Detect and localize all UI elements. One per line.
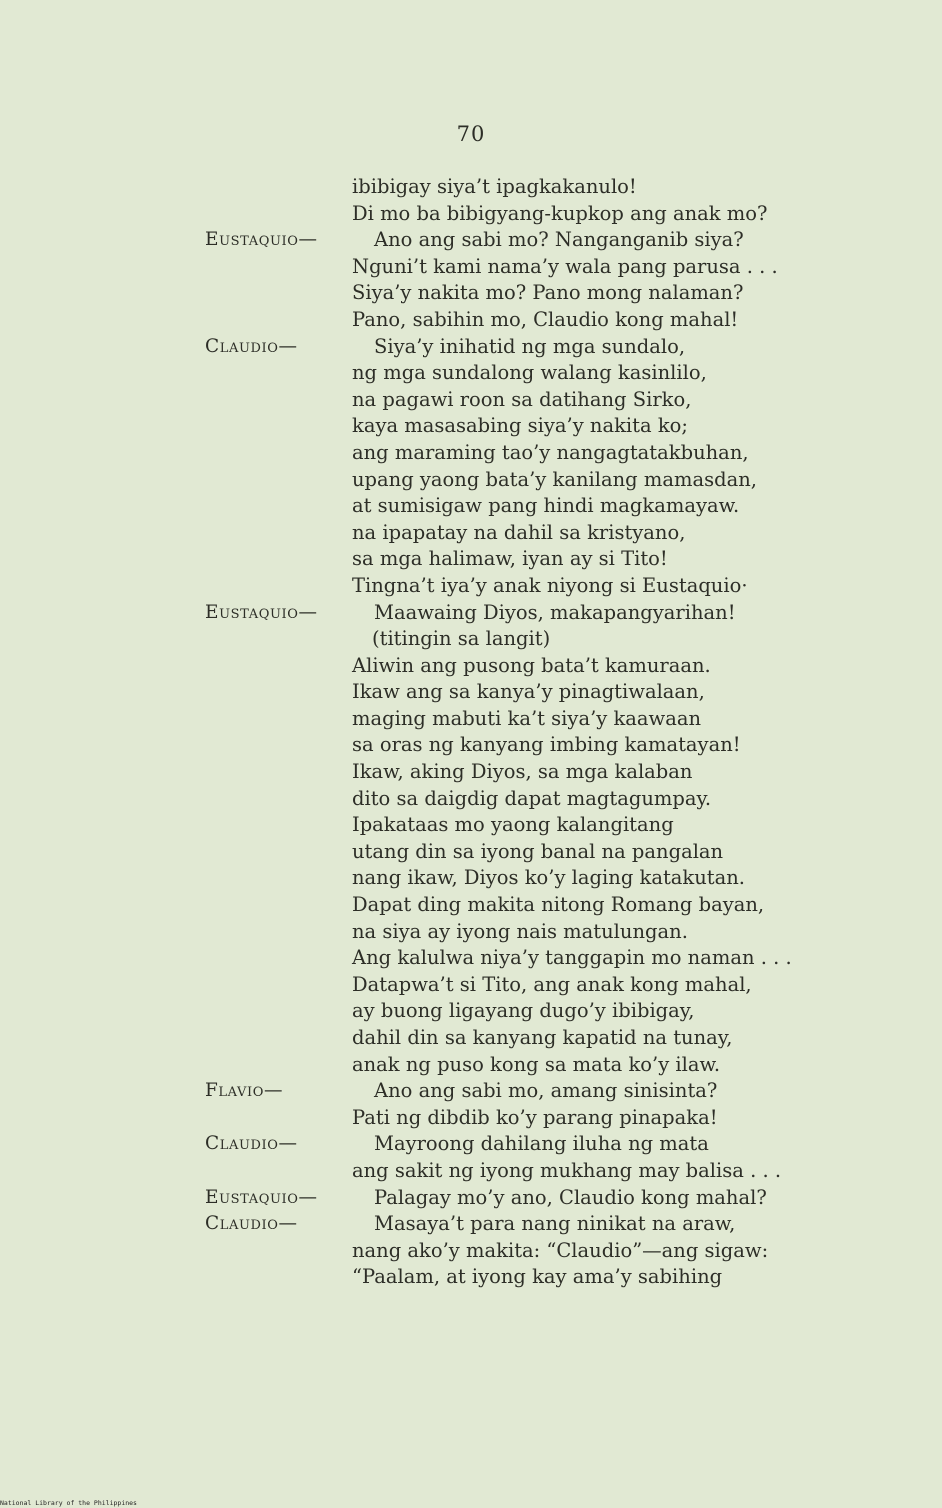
verse-line: [0, 520, 942, 547]
verse-line: [0, 865, 942, 892]
verse-line: [0, 440, 942, 467]
verse-text: Datapwa’t si Tito, ang anak kong mahal,: [352, 972, 752, 996]
verse-text: sa mga halimaw, iyan ay si Tito!: [352, 547, 668, 571]
speaker-name: Eustaquio—: [205, 1186, 318, 1208]
verse-line: [0, 546, 942, 573]
verse-text: na siya ay iyong nais matulungan.: [352, 919, 688, 943]
verse-line: [0, 1158, 942, 1185]
verse-text: dito sa daigdig dapat magtagumpay.: [352, 786, 712, 810]
verse-text: Ikaw, aking Diyos, sa mga kalaban: [352, 760, 693, 784]
verse-line: [0, 626, 942, 653]
verse-text: sa oras ng kanyang imbing kamatayan!: [352, 733, 741, 757]
verse-text: ibibigay siya’t ipagkakanulo!: [352, 175, 637, 198]
verse-line: [0, 1264, 942, 1291]
verse-line: [0, 254, 942, 281]
verse-line: [0, 413, 942, 440]
verse-text: Masaya’t para nang ninikat na araw,: [374, 1212, 736, 1236]
stage-direction: (titingin sa langit): [372, 627, 551, 651]
speaker-name: Flavio—: [205, 1080, 284, 1102]
verse-text: at sumisigaw pang hindi magkamayaw.: [352, 494, 740, 518]
verse-line: [0, 307, 942, 334]
verse-line: [0, 1238, 942, 1265]
verse-line: [0, 334, 942, 361]
verse-text: ay buong ligayang dugo’y ibibigay,: [352, 999, 695, 1023]
verse-text: na ipapatay na dahil sa kristyano,: [352, 520, 686, 544]
footer-watermark: National Library of the Philippines: [0, 1499, 137, 1507]
page-number: 70: [456, 122, 486, 146]
speaker-name: Claudio—: [205, 1213, 298, 1235]
verse-body: [0, 174, 942, 1291]
verse-text: Pano, sabihin mo, Claudio kong mahal!: [352, 307, 739, 331]
verse-text: Ipakataas mo yaong kalangitang: [352, 813, 674, 837]
verse-text: Di mo ba bibigyang-kupkop ang anak mo?: [352, 201, 768, 225]
speaker-name: Claudio—: [205, 335, 298, 357]
verse-text: Dapat ding makita nitong Romang bayan,: [352, 893, 765, 917]
verse-text: ang maraming tao’y nangagtatakbuhan,: [352, 440, 749, 464]
verse-line: [0, 919, 942, 946]
verse-line: [0, 679, 942, 706]
verse-line: [0, 812, 942, 839]
verse-line: [0, 998, 942, 1025]
verse-line: [0, 467, 942, 494]
verse-line: [0, 1185, 942, 1212]
verse-line: [0, 387, 942, 414]
speaker-name: Eustaquio—: [205, 229, 318, 251]
verse-line: [0, 732, 942, 759]
verse-line: [0, 201, 942, 228]
verse-text: na pagawi roon sa datihang Sirko,: [352, 387, 692, 411]
verse-text: Ano ang sabi mo, amang sinisinta?: [374, 1079, 718, 1103]
verse-text: Siya’y nakita mo? Pano mong nalaman?: [352, 281, 744, 305]
verse-line: [0, 573, 942, 600]
verse-text: ng mga sundalong walang kasinlilo,: [352, 361, 707, 385]
verse-text: anak ng puso kong sa mata ko’y ilaw.: [352, 1052, 721, 1076]
verse-line: [0, 493, 942, 520]
verse-text: Palagay mo’y ano, Claudio kong mahal?: [374, 1185, 767, 1209]
verse-text: Nguni’t kami nama’y wala pang parusa . . .: [352, 254, 778, 278]
verse-line: [0, 892, 942, 919]
verse-text: Ano ang sabi mo? Nanganganib siya?: [374, 228, 744, 252]
verse-line: [0, 786, 942, 813]
verse-text: Ikaw ang sa kanya’y pinagtiwalaan,: [352, 680, 705, 704]
verse-line: [0, 1211, 942, 1238]
verse-text: maging mabuti ka’t siya’y kaawaan: [352, 706, 702, 730]
verse-text: ang sakit ng iyong mukhang may balisa . . .: [352, 1158, 782, 1182]
speaker-name: Eustaquio—: [205, 601, 318, 623]
verse-line: [0, 1078, 942, 1105]
verse-text: Mayroong dahilang iluha ng mata: [374, 1132, 709, 1156]
verse-text: Siya’y inihatid ng mga sundalo,: [374, 334, 686, 358]
verse-text: Tingna’t iya’y anak niyong si Eustaquio·: [352, 573, 748, 597]
verse-text: Ang kalulwa niya’y tanggapin mo naman . . .: [352, 946, 792, 970]
verse-line: [0, 227, 942, 254]
verse-line: [0, 280, 942, 307]
verse-line: [0, 653, 942, 680]
verse-line: [0, 1105, 942, 1132]
verse-line: [0, 360, 942, 387]
verse-text: nang ako’y makita: “Claudio”—ang sigaw:: [352, 1238, 769, 1262]
verse-line: [0, 839, 942, 866]
verse-line: [0, 1052, 942, 1079]
verse-line: [0, 1025, 942, 1052]
verse-text: Aliwin ang pusong bata’t kamuraan.: [352, 653, 711, 677]
verse-line: [0, 600, 942, 627]
verse-line: [0, 972, 942, 999]
verse-line: [0, 759, 942, 786]
verse-text: Maawaing Diyos, makapangyarihan!: [374, 600, 736, 624]
verse-text: utang din sa iyong banal na pangalan: [352, 839, 724, 863]
verse-text: upang yaong bata’y kanilang mamasdan,: [352, 467, 757, 491]
speaker-name: Claudio—: [205, 1133, 298, 1155]
verse-text: Pati ng dibdib ko’y parang pinapaka!: [352, 1105, 718, 1129]
verse-line: [0, 174, 942, 201]
verse-text: nang ikaw, Diyos ko’y laging katakutan.: [352, 866, 745, 890]
verse-text: kaya masasabing siya’y nakita ko;: [352, 414, 688, 438]
verse-line: [0, 945, 942, 972]
verse-line: [0, 1131, 942, 1158]
verse-text: dahil din sa kanyang kapatid na tunay,: [352, 1026, 733, 1049]
verse-line: [0, 706, 942, 733]
verse-text: “Paalam, at iyong kay ama’y sabihing: [352, 1265, 723, 1289]
